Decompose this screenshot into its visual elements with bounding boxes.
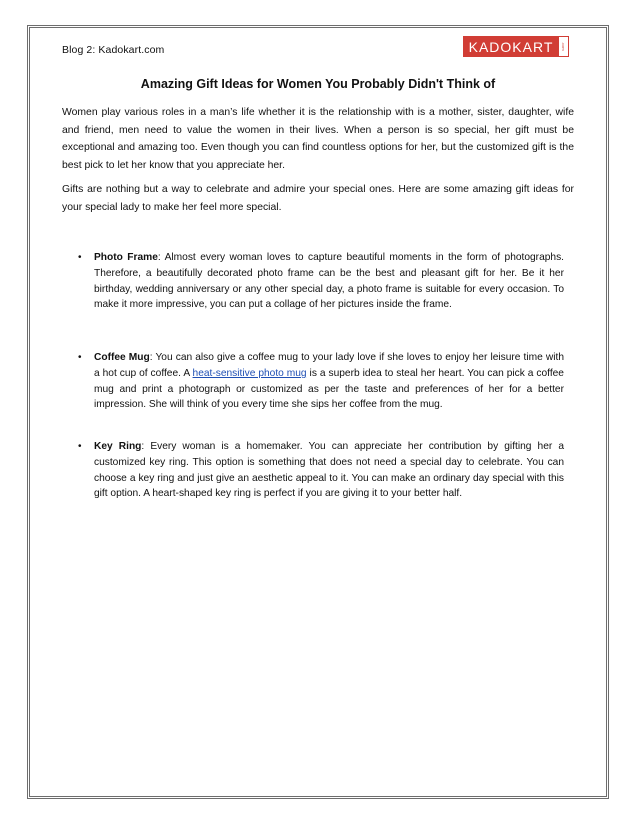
- item-text-before: : You can also give a coffee mug to your lady love if she loves to enjoy her leisure time with a hot cup of coffee. A: [94, 352, 564, 379]
- logo-text: KADOKART: [463, 36, 559, 57]
- item-text: : Every woman is a homemaker. You can appreciate her contribution by gifting her a customized key ring. This option is something that does not need a special day to celebrate. You can choose a key ring and just give an aesthetic appeal to it. You can make an ordinary day special with this gift option. A heart-shaped key ring is perfect if you are giving it to your better half.: [94, 441, 564, 500]
- item-term: Photo Frame: [94, 252, 158, 263]
- intro-paragraph: Women play various roles in a man’s life whether it is the relationship with is a mother, sister, daughter, wife and friend, men need to value the women in their lives. When a person is so special, her gift must be exceptional and amazing too. Even though you can find countless options for her, but the customized gift is the best pick to let her know that you appreciate her.: [62, 107, 574, 171]
- item-term: Coffee Mug: [94, 352, 150, 363]
- item-text-after: is a superb idea to steal her heart. You can pick a coffee mug and print a photograph or customized as per the taste and preferences of her for a better impression. She will think of you every time she sips her coffee from the mug.: [94, 367, 564, 411]
- list-item-photo-frame: [78, 250, 564, 313]
- kadokart-logo: [463, 36, 569, 57]
- list-item-coffee-mug: [78, 350, 564, 413]
- logo-suffix: .com: [559, 36, 569, 57]
- heat-sensitive-photo-mug-link[interactable]: heat-sensitive photo mug: [192, 367, 307, 379]
- bullet-icon: •: [78, 252, 82, 263]
- list-item-key-ring: [78, 439, 564, 502]
- item-text: : Almost every woman loves to capture beautiful moments in the form of photographs. Therefore, a beautifully decorated photo frame can be the best and pleasant gift for her. Be it her birthday, wedding anniversary or any other special day, a photo frame is suitable for every occasion. To make it more impressive, you can put a collage of her pictures inside the frame.: [94, 252, 564, 311]
- item-term: Key Ring: [94, 441, 142, 452]
- bullet-icon: •: [78, 441, 82, 452]
- document-title: Amazing Gift Ideas for Women You Probably Didn't Think of: [140, 77, 496, 91]
- lead-paragraph: Gifts are nothing but a way to celebrate and admire your special ones. Here are some amazing gift ideas for your special lady to make her feel more special.: [62, 184, 574, 213]
- bullet-icon: •: [78, 352, 82, 363]
- header-label: Blog 2: Kadokart.com: [62, 44, 165, 56]
